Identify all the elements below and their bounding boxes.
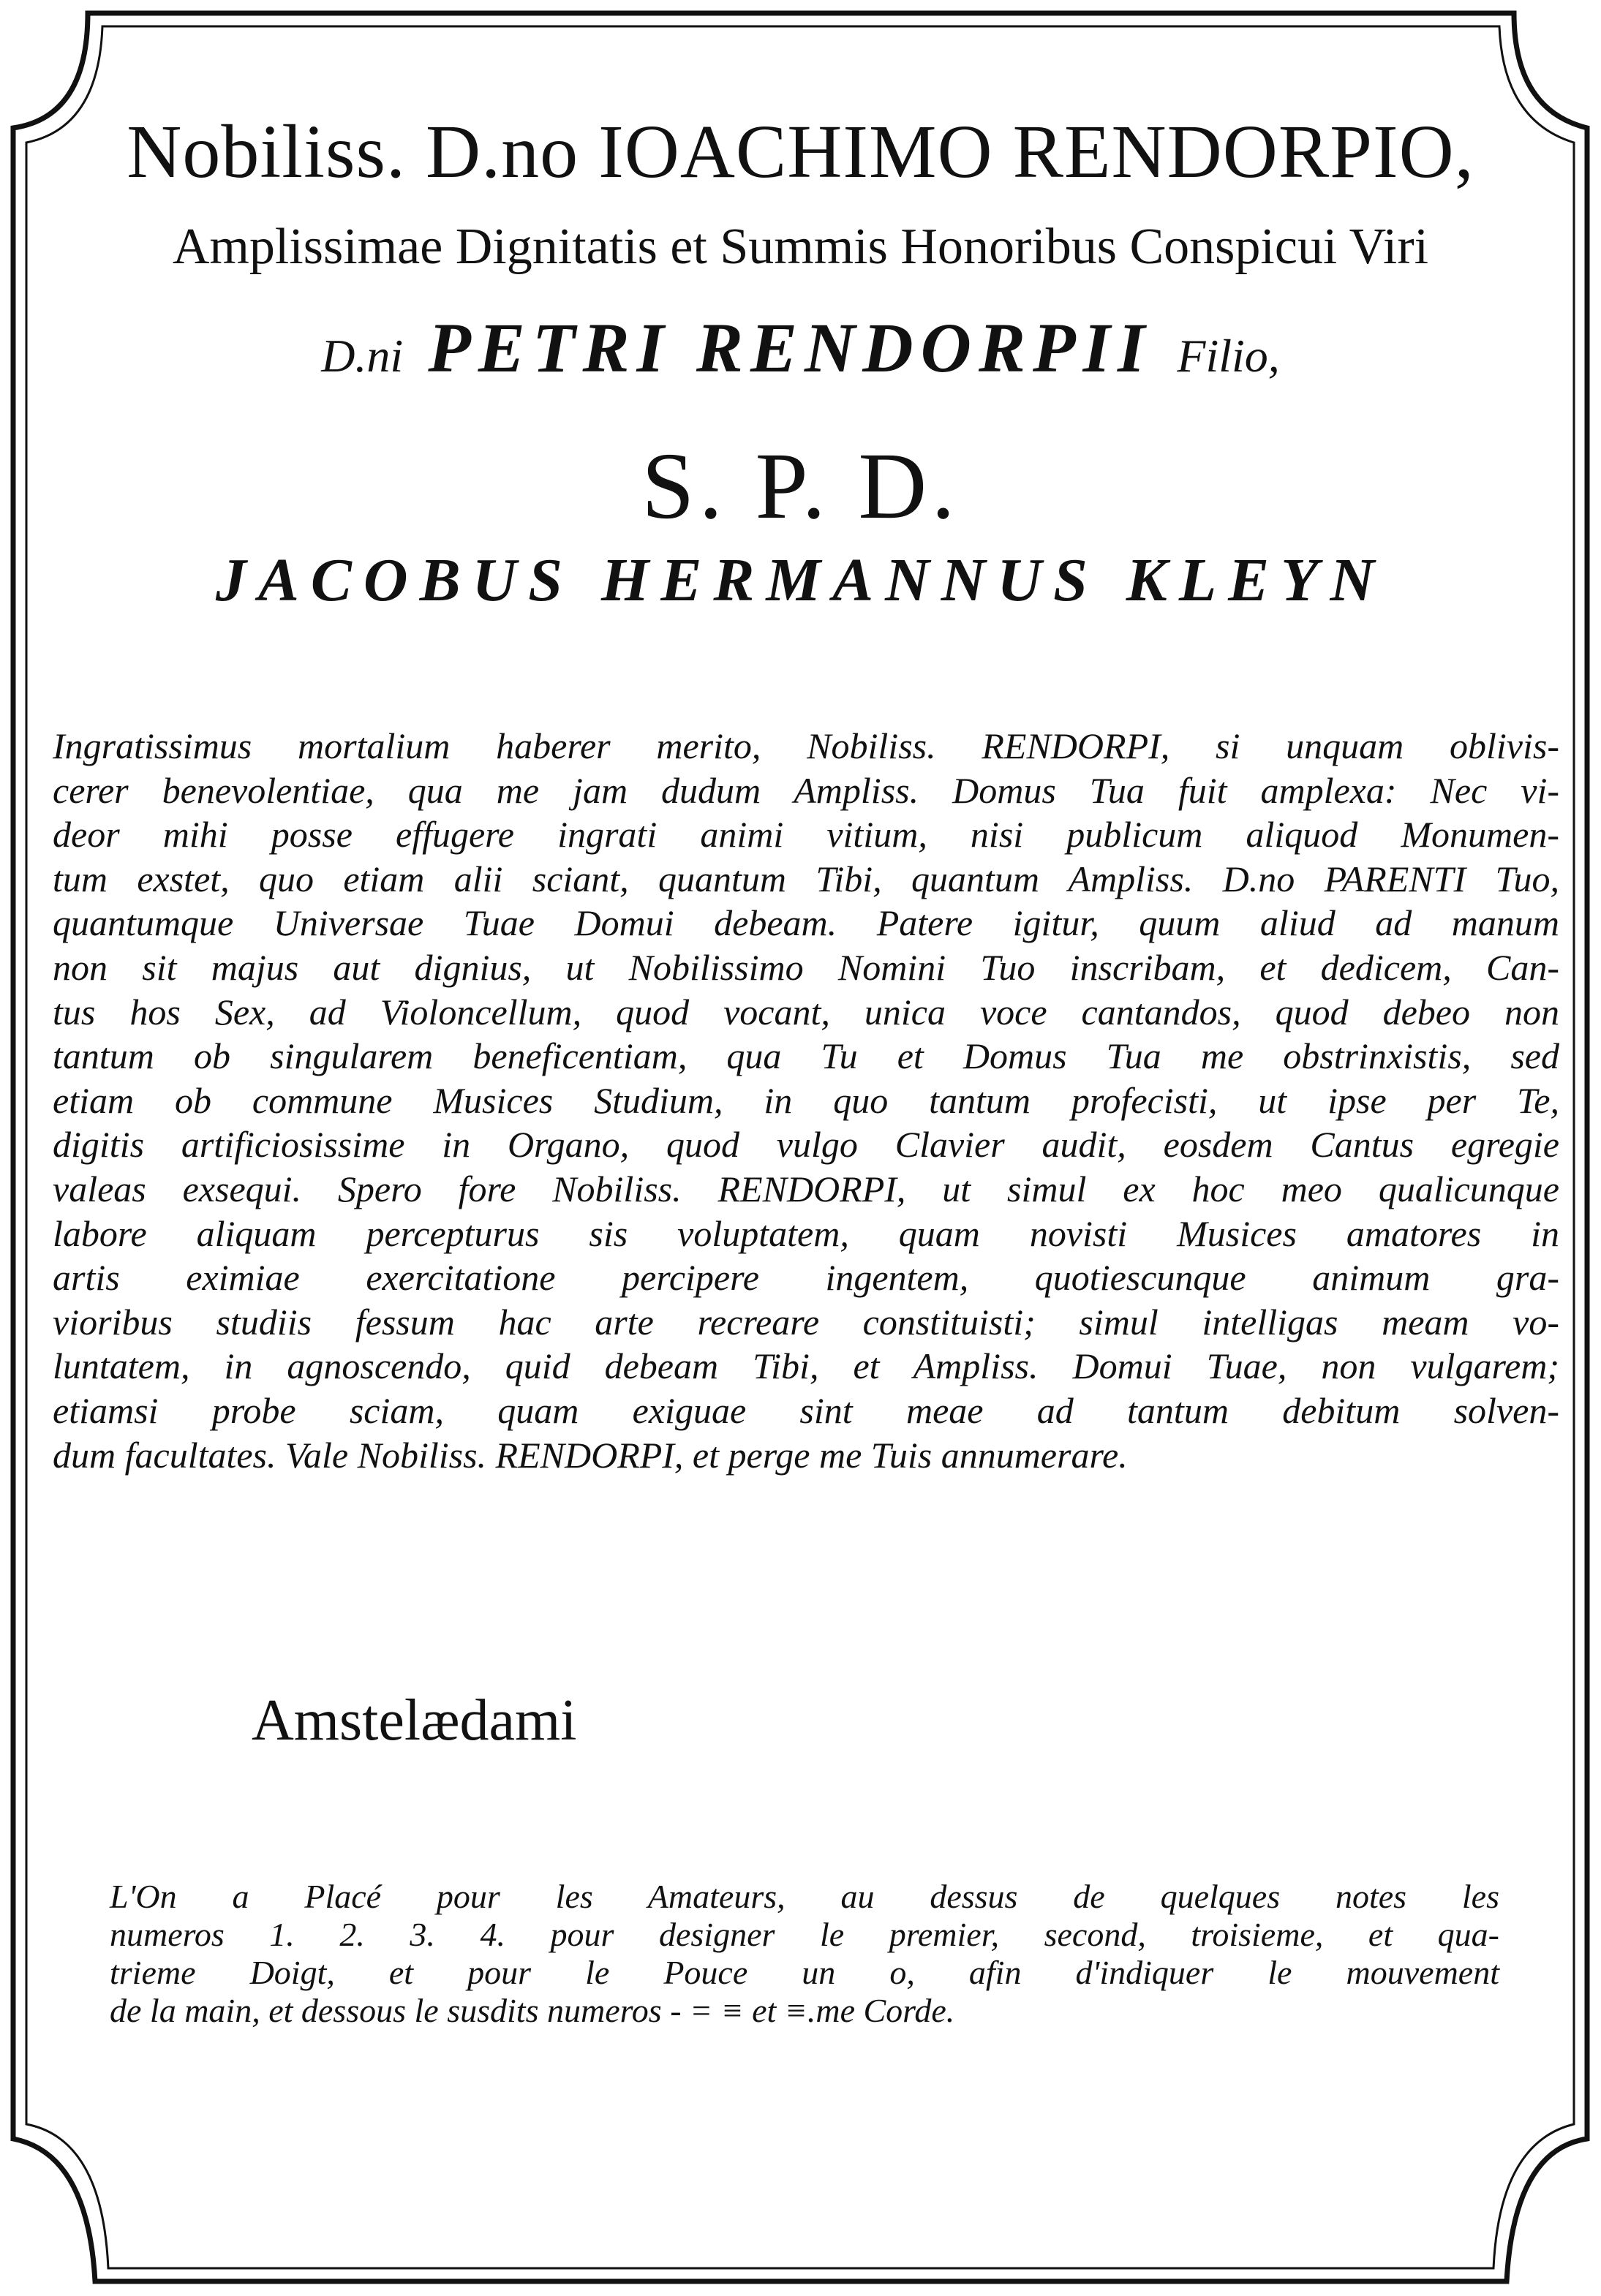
note-line: numeros 1. 2. 3. 4. pour designer le premier, second, troisieme, et qua- [110,1916,1499,1953]
dedication-line: valeas exsequi. Spero fore Nobiliss. RENDORPI, ut simul ex hoc meo qualicunque [53,1168,1559,1209]
dedication-line: vioribus studiis fessum hac arte recreare constituisti; simul intelligas meam vo- [53,1301,1559,1343]
dedication-line: dum facultates. Vale Nobiliss. RENDORPI, et perge me Tuis annumerare. [53,1434,1128,1476]
dedication-line: cerer benevolentiae, qua me jam dudum Ampliss. Domus Tua fuit amplexa: Nec vi- [53,769,1559,811]
dedication-line: tus hos Sex, ad Violoncellum, quod vocant, unica voce cantandos, quod debeo non [53,991,1559,1032]
dedication-line: digitis artificiosissime in Organo, quod vulgo Clavier audit, eosdem Cantus egregie [53,1124,1559,1166]
dedication-line: etiam ob commune Musices Studium, in quo tantum profecisti, ut ipse per Te, [53,1079,1559,1121]
note-line: trieme Doigt, et pour le Pouce un o, afin d'indiquer le mouvement [110,1954,1499,1991]
dedication-line: tum exstet, quo etiam alii sciant, quantum Tibi, quantum Ampliss. D.no PARENTI Tuo, [53,858,1559,899]
dedicatee-line: Nobiliss. D.no IOACHIMO RENDORPIO, [127,110,1474,194]
father-name: PETRI RENDORPII [428,309,1153,387]
place-of-publication: Amstelædami [252,1688,577,1753]
dignity-line: Amplissimae Dignitatis et Summis Honoribus Conspicui Viri [172,219,1429,275]
father-suffix: Filio, [1177,330,1280,382]
dedication-line: etiamsi probe sciam, quam exiguae sint meae ad tantum debitum solven- [53,1389,1559,1431]
dedication-line: Ingratissimus mortalium haberer merito, Nobiliss. RENDORPI, si unquam oblivis- [53,725,1559,766]
dedication-line: luntatem, in agnoscendo, quid debeam Tibi, et Ampliss. Domui Tuae, non vulgarem; [53,1345,1559,1387]
fingering-note [110,1878,1499,2030]
dedication-line: tantum ob singularem beneficentiam, qua Tu et Domus Tua me obstrinxistis, sed [53,1035,1559,1077]
dedication-line: labore aliquam percepturus sis voluptatem, quam novisti Musices amatores in [53,1212,1559,1254]
dedication-line: quantumque Universae Tuae Domui debeam. Patere igitur, quum aliud ad manum [53,902,1559,944]
note-line: de la main, et dessous le susdits numeros - = ≡ et ≡.me Corde. [110,1992,955,2029]
dedication-line: artis eximiae exercitatione percipere ingentem, quotiescunque animum gra- [53,1257,1559,1299]
dedication-line: non sit majus aut dignius, ut Nobilissimo Nomini Tuo inscribam, et dedicem, Can- [53,946,1559,988]
author-name: JACOBUS HERMANNUS KLEYN [215,546,1387,614]
dedication-text [53,724,1559,1477]
salutation: S. P. D. [641,434,960,539]
father-prefix: D.ni [321,330,404,382]
dedication-line: deor mihi posse effugere ingrati animi vitium, nisi publicum aliquod Monumen- [53,814,1559,856]
father-line [0,307,1601,388]
note-line: L'On a Placé pour les Amateurs, au dessus de quelques notes les [110,1878,1499,1915]
